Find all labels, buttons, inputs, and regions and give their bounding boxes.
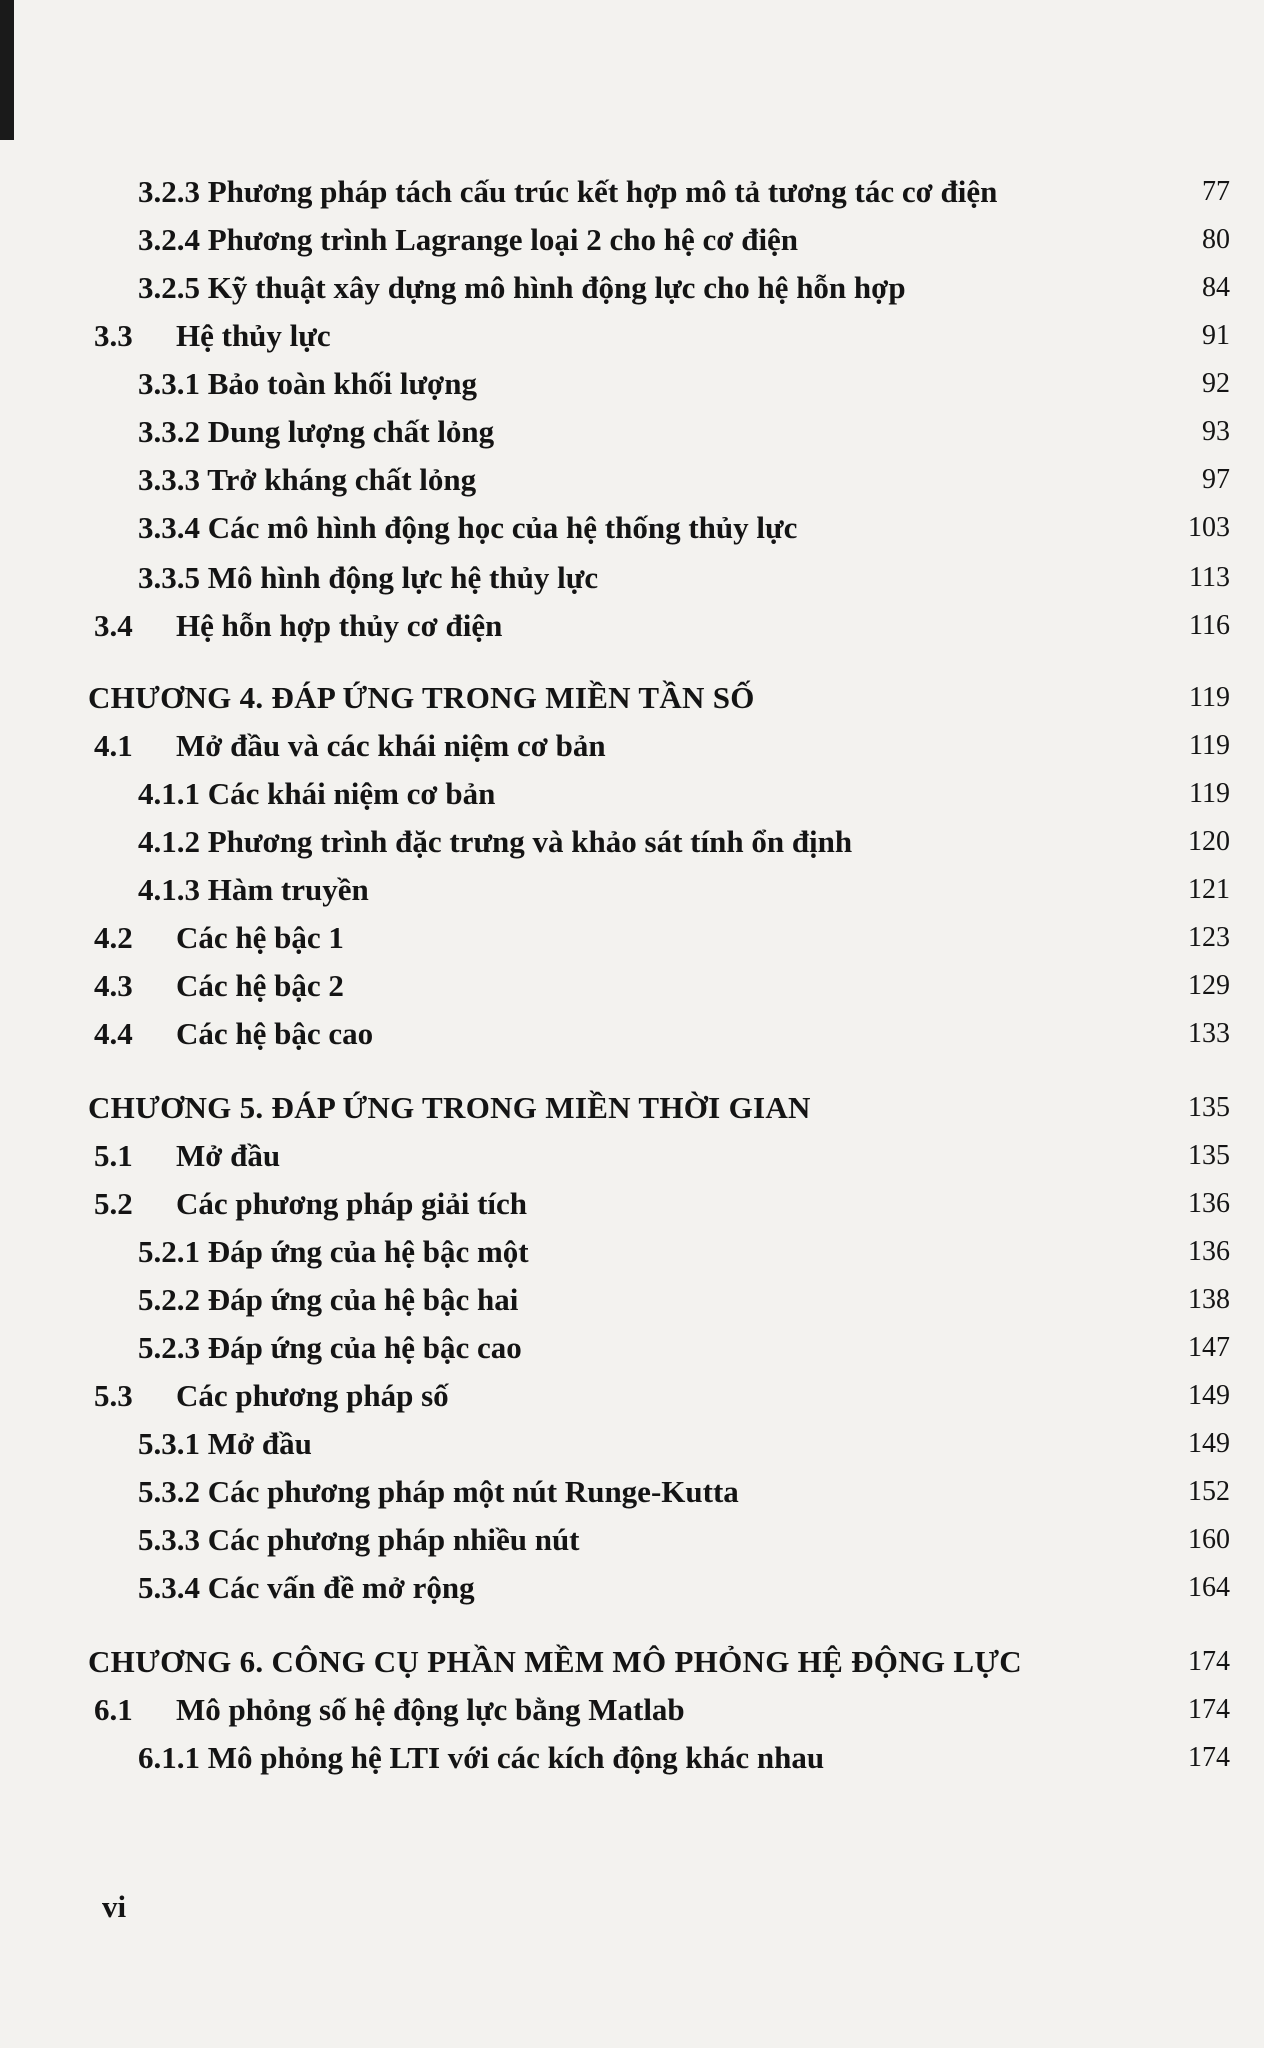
toc-subsection-entry (0, 1326, 1264, 1370)
toc-section-entry (0, 1012, 1264, 1056)
toc-entry-title: Các phương pháp số (176, 1378, 449, 1413)
toc-subsection-entry (0, 1566, 1264, 1610)
toc-entry-title: 4.1.3 Hàm truyền (138, 872, 369, 907)
toc-entry-title: 3.2.3 Phương pháp tách cấu trúc kết hợp mô tả tương tác cơ điện (138, 174, 998, 209)
toc-entry-title: 3.3.3 Trở kháng chất lỏng (138, 462, 477, 497)
toc-entry-title: 5.3.2 Các phương pháp một nút Runge-Kutta (138, 1474, 739, 1509)
toc-entry-page-number: 136 (1188, 1236, 1230, 1267)
toc-subsection-entry (0, 1278, 1264, 1322)
toc-entry-title: 3.3.5 Mô hình động lực hệ thủy lực (138, 560, 599, 595)
toc-entry-number: 6.1 (94, 1692, 133, 1727)
toc-entry-page-number: 92 (1202, 368, 1230, 399)
toc-entry-title: Các phương pháp giải tích (176, 1186, 528, 1221)
toc-subsection-entry (0, 506, 1264, 550)
toc-entry-page-number: 138 (1188, 1284, 1230, 1315)
toc-entry-page-number: 133 (1188, 1018, 1230, 1049)
toc-entry-title: 4.1.1 Các khái niệm cơ bản (138, 776, 496, 811)
toc-section-entry (0, 1374, 1264, 1418)
toc-entry-page-number: 174 (1188, 1694, 1230, 1725)
toc-entry-page-number: 129 (1188, 970, 1230, 1001)
toc-entry-title: Các hệ bậc 1 (176, 920, 344, 955)
toc-entry-page-number: 97 (1202, 464, 1230, 495)
toc-entry-title: 5.3.4 Các vấn đề mở rộng (138, 1570, 475, 1605)
toc-entry-page-number: 84 (1202, 272, 1230, 303)
toc-subsection-entry (0, 1470, 1264, 1514)
toc-entry-title: CHƯƠNG 4. ĐÁP ỨNG TRONG MIỀN TẦN SỐ (88, 680, 755, 715)
toc-entry-title: 3.3.4 Các mô hình động học của hệ thống thủy lực (138, 510, 798, 545)
toc-subsection-entry (0, 266, 1264, 310)
toc-entry-title: CHƯƠNG 5. ĐÁP ỨNG TRONG MIỀN THỜI GIAN (88, 1090, 811, 1125)
toc-entry-page-number: 174 (1188, 1742, 1230, 1773)
toc-chapter-entry (0, 1086, 1264, 1130)
toc-entry-title: Hệ thủy lực (176, 318, 331, 353)
toc-entry-title: 5.3.1 Mở đầu (138, 1426, 312, 1461)
toc-entry-page-number: 119 (1189, 730, 1230, 761)
toc-entry-page-number: 103 (1188, 512, 1230, 543)
toc-entry-number: 5.2 (94, 1186, 133, 1221)
toc-chapter-entry (0, 676, 1264, 720)
toc-entry-title: Mở đầu và các khái niệm cơ bản (176, 728, 606, 763)
toc-entry-title: Các hệ bậc 2 (176, 968, 344, 1003)
toc-entry-page-number: 147 (1188, 1332, 1230, 1363)
toc-entry-page-number: 149 (1188, 1428, 1230, 1459)
toc-entry-title: Mô phỏng số hệ động lực bằng Matlab (176, 1692, 685, 1727)
toc-entry-title: Mở đầu (176, 1138, 281, 1173)
toc-entry-title: 3.3.2 Dung lượng chất lỏng (138, 414, 495, 449)
toc-entry-title: 3.3.1 Bảo toàn khối lượng (138, 366, 477, 401)
toc-entry-page-number: 116 (1189, 610, 1230, 641)
toc-entry-number: 3.4 (94, 608, 133, 643)
toc-entry-page-number: 91 (1202, 320, 1230, 351)
toc-entry-page-number: 93 (1202, 416, 1230, 447)
toc-section-entry (0, 916, 1264, 960)
toc-entry-number: 4.1 (94, 728, 133, 763)
toc-entry-title: 5.2.2 Đáp ứng của hệ bậc hai (138, 1282, 519, 1317)
toc-entry-page-number: 119 (1189, 682, 1230, 713)
toc-chapter-entry (0, 1640, 1264, 1684)
toc-section-entry (0, 724, 1264, 768)
toc-subsection-entry (0, 772, 1264, 816)
toc-entry-number: 5.1 (94, 1138, 133, 1173)
toc-entry-title: CHƯƠNG 6. CÔNG CỤ PHẦN MỀM MÔ PHỎNG HỆ ĐỘNG LỰC (88, 1644, 1022, 1679)
toc-subsection-entry (0, 556, 1264, 600)
toc-entry-title: Hệ hỗn hợp thủy cơ điện (176, 608, 503, 643)
toc-entry-page-number: 135 (1188, 1092, 1230, 1123)
toc-entry-number: 3.3 (94, 318, 133, 353)
toc-subsection-entry (0, 868, 1264, 912)
toc-subsection-entry (0, 362, 1264, 406)
page-number-footer: vi (102, 1889, 127, 1924)
toc-subsection-entry (0, 1518, 1264, 1562)
toc-entry-number: 4.2 (94, 920, 133, 955)
toc-section-entry (0, 1182, 1264, 1226)
toc-entry-title: 3.2.4 Phương trình Lagrange loại 2 cho hệ cơ điện (138, 222, 799, 257)
toc-entry-page-number: 123 (1188, 922, 1230, 953)
toc-entry-page-number: 174 (1188, 1646, 1230, 1677)
toc-section-entry (0, 604, 1264, 648)
toc-entry-title: 6.1.1 Mô phỏng hệ LTI với các kích động khác nhau (138, 1740, 825, 1775)
toc-entry-number: 5.3 (94, 1378, 133, 1413)
toc-entry-page-number: 113 (1189, 562, 1230, 593)
toc-entry-title: 3.2.5 Kỹ thuật xây dựng mô hình động lực cho hệ hỗn hợp (138, 270, 906, 305)
toc-subsection-entry (0, 410, 1264, 454)
toc-entry-title: Các hệ bậc cao (176, 1016, 374, 1051)
toc-section-entry (0, 964, 1264, 1008)
toc-section-entry (0, 1688, 1264, 1732)
toc-subsection-entry (0, 1736, 1264, 1780)
toc-entry-title: 5.3.3 Các phương pháp nhiều nút (138, 1522, 580, 1557)
toc-subsection-entry (0, 1230, 1264, 1274)
toc-subsection-entry (0, 1422, 1264, 1466)
toc-subsection-entry (0, 458, 1264, 502)
toc-section-entry (0, 314, 1264, 358)
toc-entry-page-number: 120 (1188, 826, 1230, 857)
toc-section-entry (0, 1134, 1264, 1178)
toc-subsection-entry (0, 170, 1264, 214)
toc-subsection-entry (0, 218, 1264, 262)
toc-entry-page-number: 119 (1189, 778, 1230, 809)
toc-entry-page-number: 152 (1188, 1476, 1230, 1507)
toc-entry-number: 4.4 (94, 1016, 133, 1051)
toc-entry-title: 4.1.2 Phương trình đặc trưng và khảo sát tính ổn định (138, 824, 853, 859)
toc-entry-page-number: 164 (1188, 1572, 1230, 1603)
toc-entry-page-number: 135 (1188, 1140, 1230, 1171)
toc-entry-number: 4.3 (94, 968, 133, 1003)
toc-entry-page-number: 136 (1188, 1188, 1230, 1219)
toc-entry-title: 5.2.1 Đáp ứng của hệ bậc một (138, 1234, 529, 1269)
toc-entry-page-number: 149 (1188, 1380, 1230, 1411)
toc-subsection-entry (0, 820, 1264, 864)
toc-entry-page-number: 77 (1202, 176, 1230, 207)
toc-entry-page-number: 121 (1188, 874, 1230, 905)
toc-entry-page-number: 80 (1202, 224, 1230, 255)
toc-entry-title: 5.2.3 Đáp ứng của hệ bậc cao (138, 1330, 522, 1365)
toc-entry-page-number: 160 (1188, 1524, 1230, 1555)
